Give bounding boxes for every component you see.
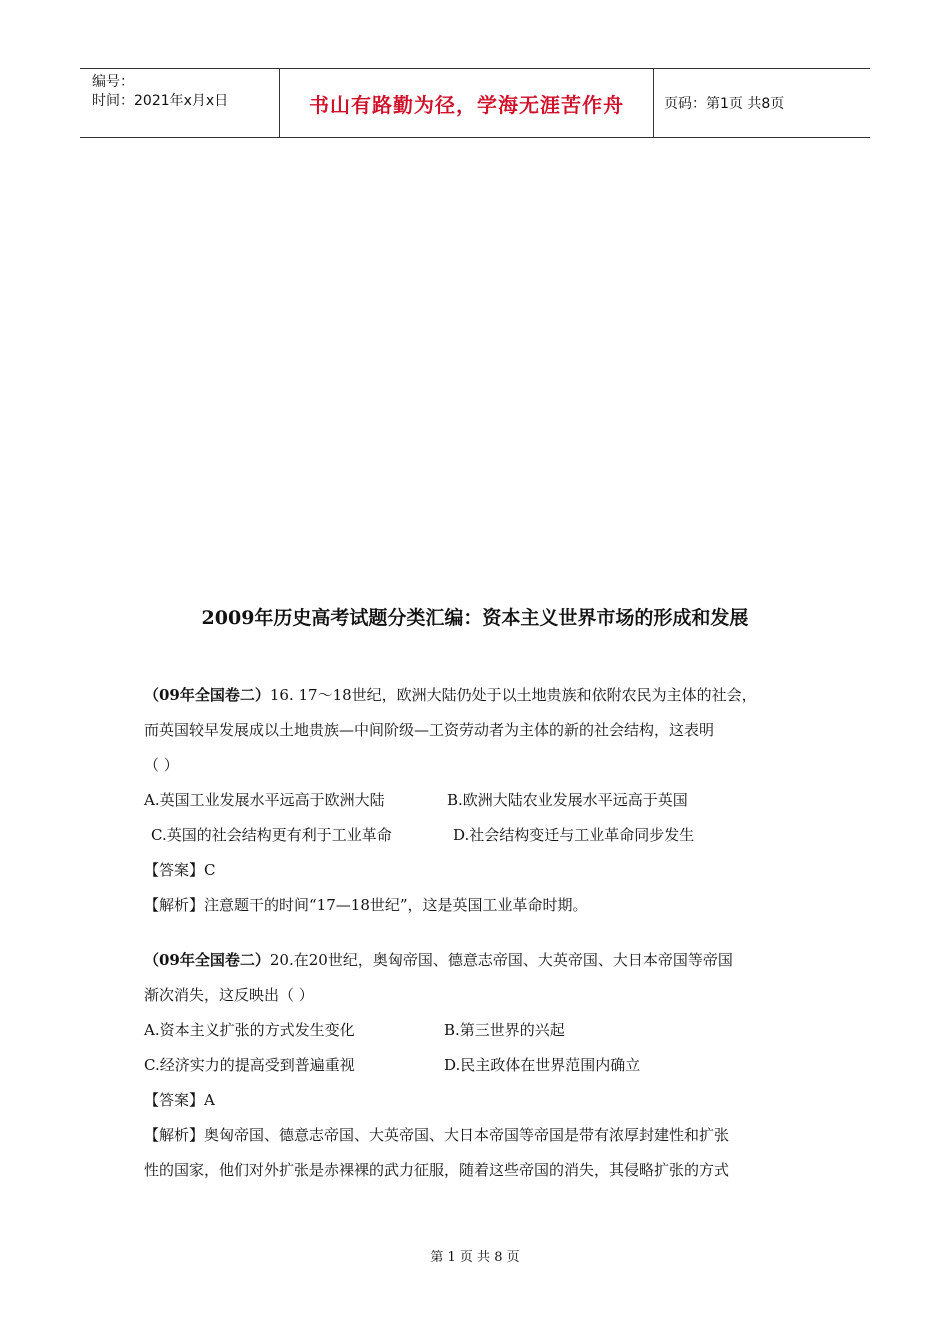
q1-answer-label: 【答案】 (144, 861, 205, 879)
q1-line3: （ ） (144, 756, 179, 774)
header-motto: 书山有路勤为径，学海无涯苦作舟 (280, 69, 654, 137)
q2-option-a: A.资本主义扩张的方式发生变化 (144, 1021, 355, 1039)
q2-option-c: C.经济实力的提高受到普遍重视 (144, 1056, 355, 1074)
q2-line1 (144, 943, 809, 978)
q1-analysis (144, 888, 809, 923)
q1-line2: 而英国较早发展成以土地贵族—中间阶级—工资劳动者为主体的新的社会结构，这表明 (144, 721, 715, 739)
q2-source: （09年全国卷二） (144, 951, 270, 969)
q1-options-cd (144, 818, 809, 853)
q1-option-c: C.英国的社会结构更有利于工业革命 (151, 826, 392, 844)
page-header (80, 68, 870, 138)
header-info (80, 69, 280, 137)
q2-analysis-text1: 奥匈帝国、德意志帝国、大英帝国、大日本帝国等帝国是带有浓厚封建性和扩张 (204, 1126, 730, 1144)
q2-options-ab (144, 1013, 809, 1048)
number-label: 编号： (92, 74, 134, 90)
page-footer: 第 1 页 共 8 页 (430, 1250, 520, 1265)
q1-option-a: A.英国工业发展水平远高于欧洲大陆 (144, 791, 385, 809)
q1-options-ab (144, 783, 809, 818)
q1-option-b: B.欧洲大陆农业发展水平远高于英国 (447, 791, 688, 809)
q2-answer (144, 1083, 809, 1118)
q1-option-d: D.社会结构变迁与工业革命同步发生 (453, 826, 695, 844)
time-label: 时间：2021年x月x日 (92, 93, 229, 109)
q1-line1 (144, 678, 809, 713)
q2-answer-label: 【答案】 (144, 1091, 205, 1109)
q1-analysis-label: 【解析】 (144, 896, 205, 914)
header-page-info: 页码：第1页 共8页 (664, 96, 785, 112)
q2-text1: 20.在20世纪，奥匈帝国、德意志帝国、大英帝国、大日本帝国等帝国 (269, 951, 733, 969)
q1-analysis-text: 注意题干的时间“17—18世纪”，这是英国工业革命时期。 (204, 896, 588, 914)
document-body (144, 678, 809, 1188)
q1-source: （09年全国卷二） (144, 686, 270, 704)
q2-options-cd (144, 1048, 809, 1083)
document-title: 2009年历史高考试题分类汇编：资本主义世界市场的形成和发展 (201, 607, 749, 629)
q2-analysis-line2: 性的国家，他们对外扩张是赤裸裸的武力征服，随着这些帝国的消失，其侵略扩张的方式 (144, 1161, 730, 1179)
q1-text1: 16. 17～18世纪，欧洲大陆仍处于以土地贵族和依附农民为主体的社会， (269, 686, 757, 704)
q2-analysis-line1 (144, 1118, 809, 1153)
q2-line2: 渐次消失，这反映出（ ） (144, 986, 314, 1004)
q2-option-d: D.民主政体在世界范围内确立 (444, 1056, 641, 1074)
q1-answer (144, 853, 809, 888)
q2-answer-value: A (204, 1091, 215, 1109)
q2-analysis-label: 【解析】 (144, 1126, 205, 1144)
q1-answer-value: C (204, 861, 216, 879)
q2-option-b: B.第三世界的兴起 (444, 1021, 565, 1039)
